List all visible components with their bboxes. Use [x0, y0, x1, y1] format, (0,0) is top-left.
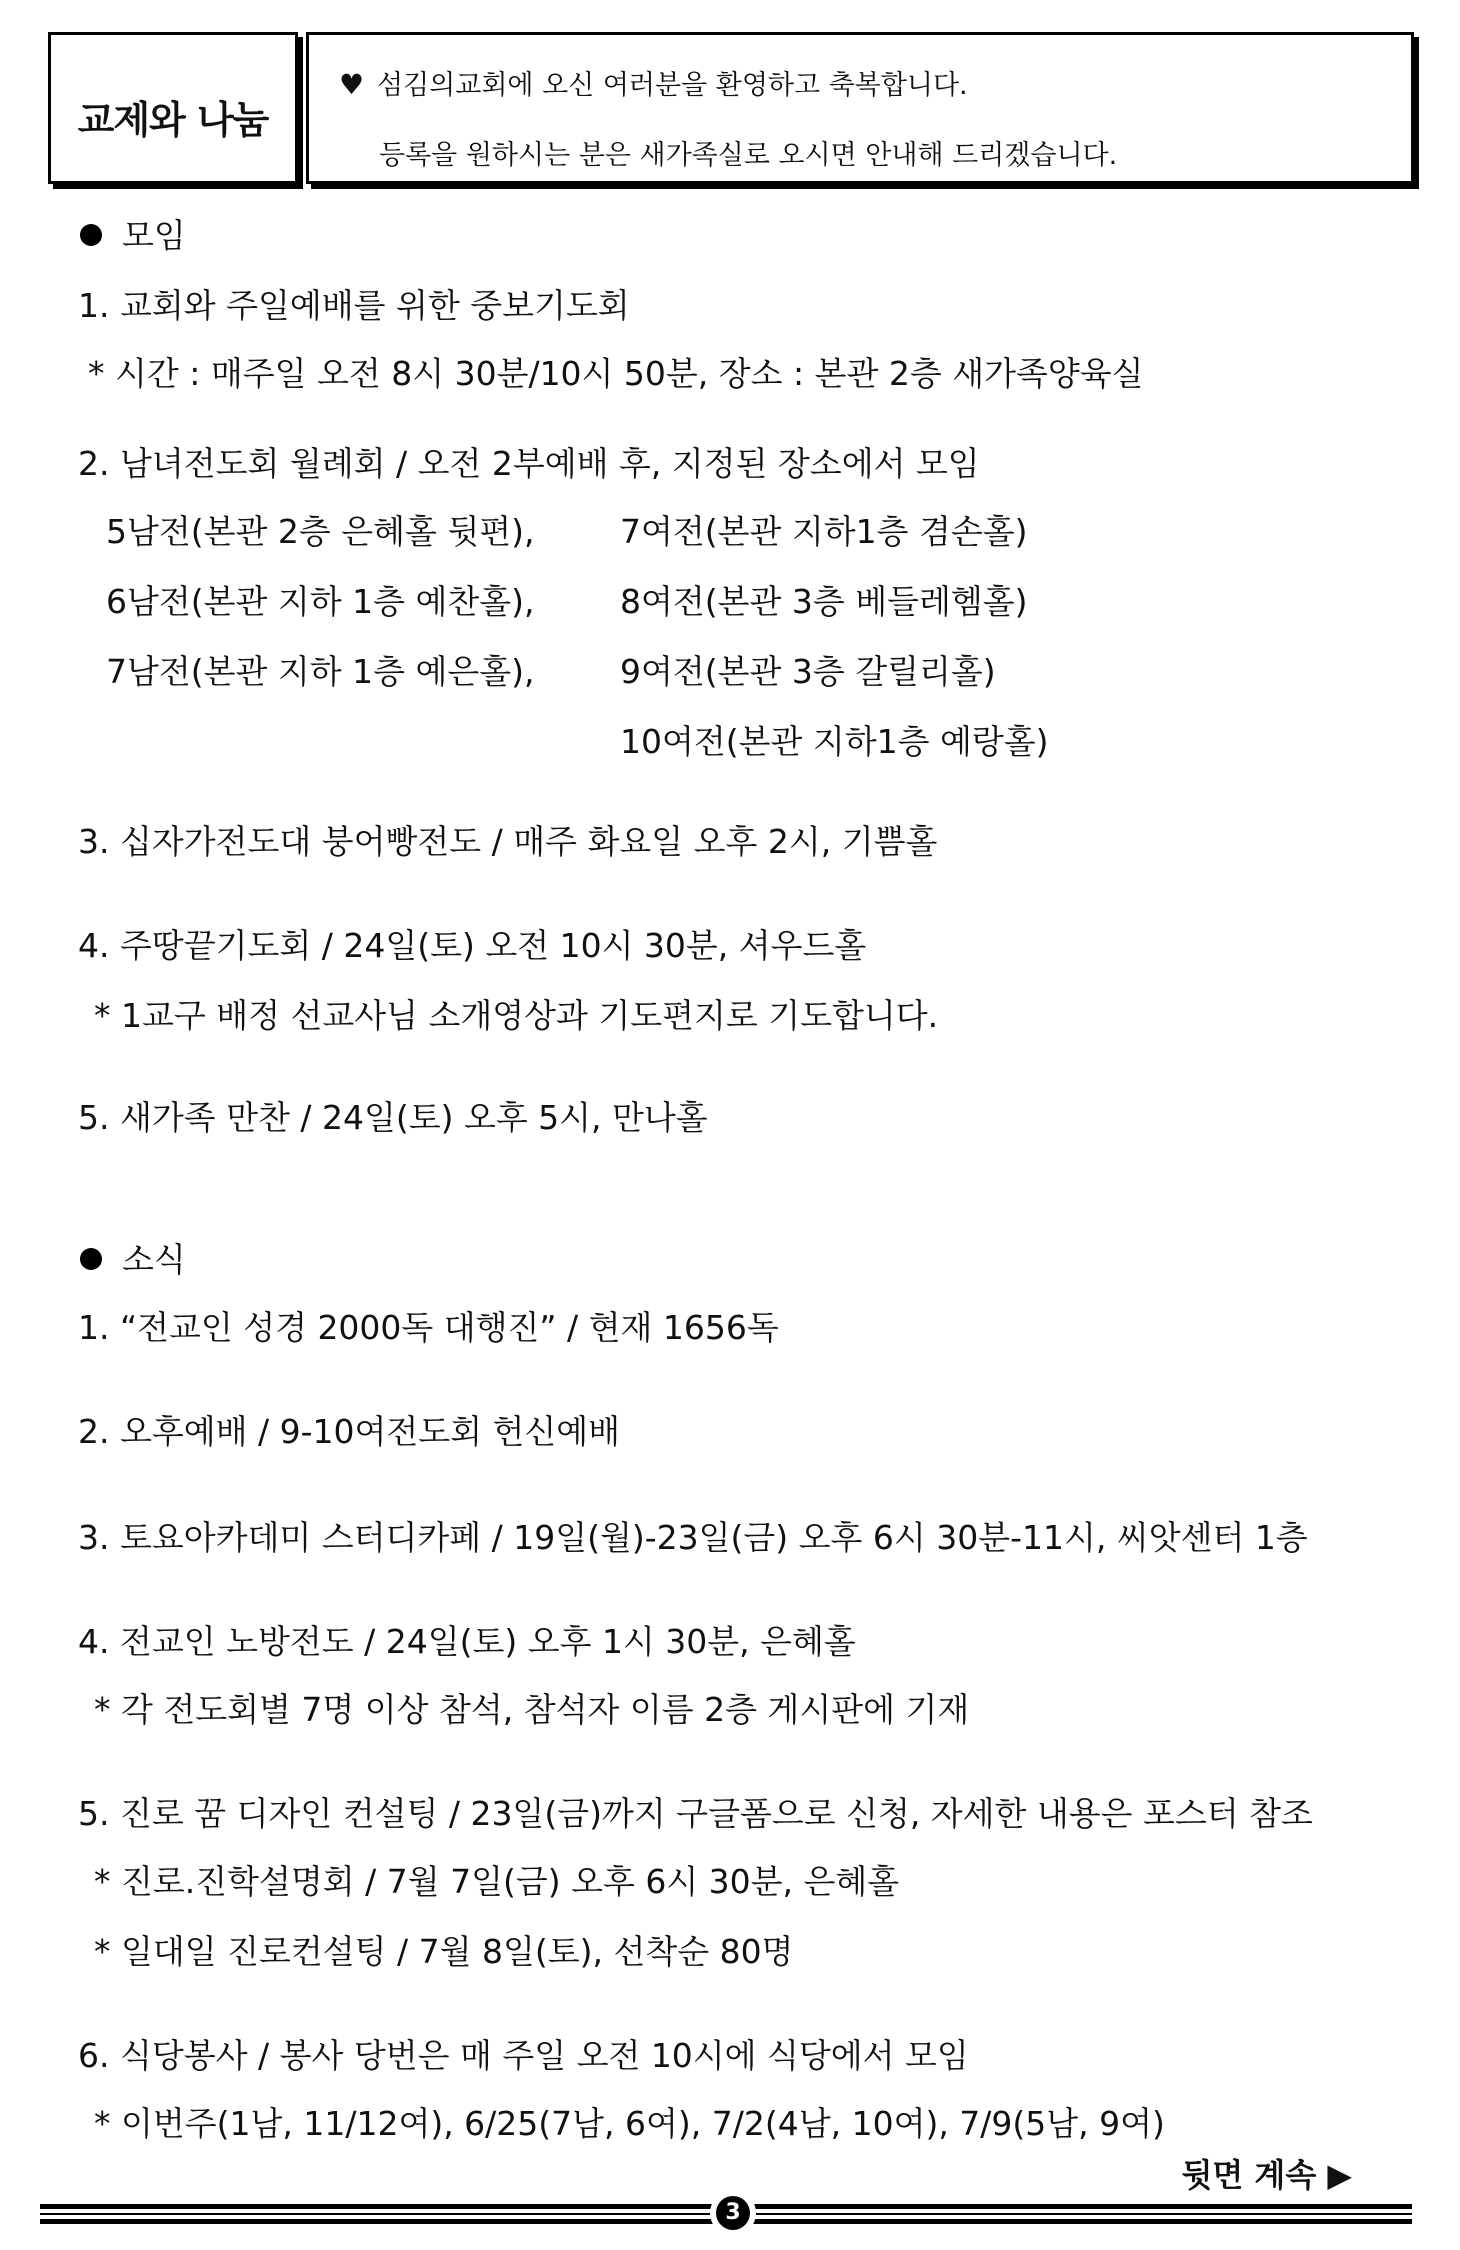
news-item-5: 5. 진로 꿈 디자인 컨설팅 / 23일(금)까지 구글폼으로 신청, 자세한 내용은 포스터 참조: [78, 1794, 1313, 1833]
page-number: 3: [716, 2196, 750, 2230]
women-group-9: 9여전(본관 3층 갈릴리홀): [620, 652, 996, 691]
meeting-item-4-note: * 1교구 배정 선교사님 소개영상과 기도편지로 기도합니다.: [94, 996, 939, 1035]
women-group-10: 10여전(본관 지하1층 예랑홀): [620, 722, 1049, 761]
meeting-item-4: 4. 주땅끝기도회 / 24일(토) 오전 10시 30분, 셔우드홀: [78, 926, 867, 965]
news-item-1: 1. “전교인 성경 2000독 대행진” / 현재 1656독: [78, 1308, 779, 1347]
news-item-4: 4. 전교인 노방전도 / 24일(토) 오후 1시 30분, 은혜홀: [78, 1622, 856, 1661]
meeting-item-2: 2. 남녀전도회 월례회 / 오전 2부예배 후, 지정된 장소에서 모임: [78, 444, 980, 483]
men-group-5: 5남전(본관 2층 은혜홀 뒷편),: [106, 512, 535, 551]
news-item-2: 2. 오후예배 / 9-10여전도회 헌신예배: [78, 1412, 620, 1451]
welcome-line-2: 등록을 원하시는 분은 새가족실로 오시면 안내해 드리겠습니다.: [379, 140, 1118, 171]
continue-on-back: [1181, 2150, 1352, 2196]
section-title: 교제와 나눔: [77, 98, 269, 142]
section-title-box: [48, 32, 298, 184]
news-heading-text: 소식: [122, 1240, 186, 1279]
women-group-7: 7여전(본관 지하1층 겸손홀): [620, 512, 1028, 551]
news-heading: [80, 1238, 186, 1282]
news-item-6-note: * 이번주(1남, 11/12여), 6/25(7남, 6여), 7/2(4남, 10여), 7/9(5남, 9여): [94, 2104, 1165, 2143]
welcome-line-1: [339, 63, 968, 102]
heart-icon: ♥: [339, 68, 365, 101]
men-group-7: 7남전(본관 지하 1층 예은홀),: [106, 652, 535, 691]
men-group-6: 6남전(본관 지하 1층 예찬홀),: [106, 582, 535, 621]
triangle-right-icon: ▶: [1327, 2156, 1352, 2194]
women-group-8: 8여전(본관 3층 베들레헴홀): [620, 582, 1028, 621]
welcome-box: [306, 32, 1414, 184]
news-item-6: 6. 식당봉사 / 봉사 당번은 매 주일 오전 10시에 식당에서 모임: [78, 2036, 969, 2075]
news-item-5-note-1: * 진로.진학설명회 / 7월 7일(금) 오후 6시 30분, 은혜홀: [94, 1862, 900, 1901]
news-item-5-note-2: * 일대일 진로컨설팅 / 7월 8일(토), 선착순 80명: [94, 1932, 794, 1971]
news-item-4-note: * 각 전도회별 7명 이상 참석, 참석자 이름 2층 게시판에 기재: [94, 1690, 970, 1729]
meetings-heading-text: 모임: [122, 216, 186, 255]
welcome-text-1: 섬김의교회에 오신 여러분을 환영하고 축복합니다.: [377, 70, 968, 101]
bullet-icon: [80, 1248, 102, 1270]
meeting-item-5: 5. 새가족 만찬 / 24일(토) 오후 5시, 만나홀: [78, 1098, 708, 1137]
bullet-icon: [80, 224, 102, 246]
continue-label: 뒷면 계속: [1181, 2156, 1317, 2194]
meeting-item-3: 3. 십자가전도대 붕어빵전도 / 매주 화요일 오후 2시, 기쁨홀: [78, 822, 938, 861]
meeting-item-1: 1. 교회와 주일예배를 위한 중보기도회: [78, 286, 630, 325]
meetings-heading: [80, 214, 186, 258]
meeting-item-1-note: * 시간 : 매주일 오전 8시 30분/10시 50분, 장소 : 본관 2층 새가족양육실: [88, 354, 1144, 393]
news-item-3: 3. 토요아카데미 스터디카페 / 19일(월)-23일(금) 오후 6시 30분-11시, 씨앗센터 1층: [78, 1518, 1308, 1557]
